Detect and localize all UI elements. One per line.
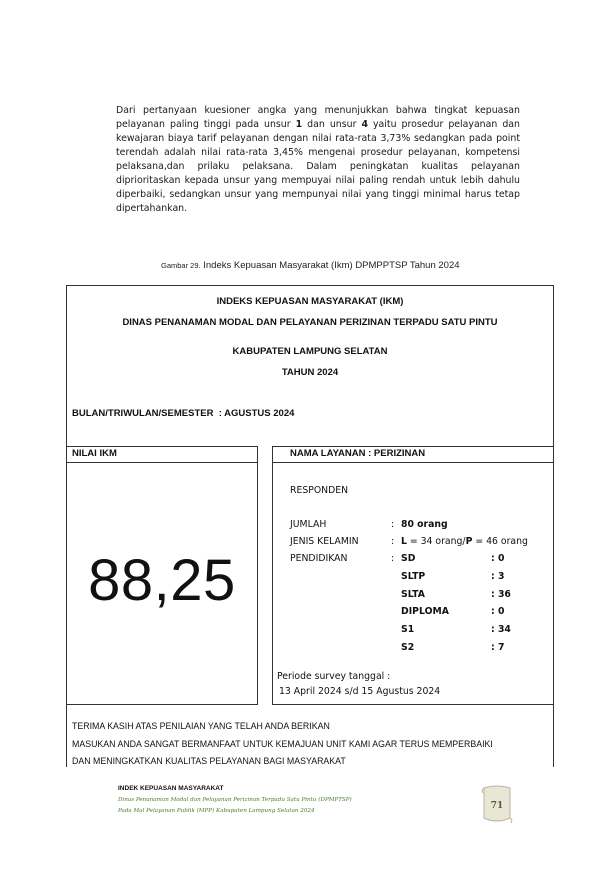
agency-name: DINAS PENANAMAN MODAL DAN PELAYANAN PERIZINAN TERPADU SATU PINTU xyxy=(122,317,498,328)
layanan-box xyxy=(272,446,554,705)
survey-period-label: Periode survey tanggal : xyxy=(277,671,391,682)
edu-value: : 0 xyxy=(491,553,505,564)
year-label: TAHUN 2024 xyxy=(281,367,339,378)
layanan-divider xyxy=(273,462,553,463)
period-line xyxy=(72,408,294,419)
ikm-score: 88,25 xyxy=(88,548,236,613)
para-unsur-4: 4 xyxy=(361,119,368,130)
jenis-kelamin-label: JENIS KELAMIN xyxy=(290,536,359,547)
nilai-divider xyxy=(67,462,257,463)
para-text-3: yaitu prosedur pelayanan dan kewajaran biaya tarif pelayanan dengan nilai rata-rata 3,73% sedangkan pada point terendah adalah nilai rata-rata 3,45% mengenai prosedur pelayanan, kompetensi pelaksana,dan prilaku pelaksana. Dalam peningkatan kualitas pelayanan diprioritaskan kepada unsur yang mempuyai nilai paling rendah untuk lebih dahulu diperbaiki, sedangkan unsur yang mempunyai nilai yang tinggi minimal harus tetap dipertahankan. xyxy=(116,119,520,214)
jumlah-label: JUMLAH xyxy=(290,519,327,530)
responden-label: RESPONDEN xyxy=(290,485,349,496)
thanks-line-1: TERIMA KASIH ATAS PENILAIAN YANG TELAH ANDA BERIKAN xyxy=(72,721,330,731)
ikm-title: INDEKS KEPUASAN MASYARAKAT (IKM) xyxy=(216,296,404,307)
pendidikan-colon: : xyxy=(391,553,395,564)
edu-name: S1 xyxy=(401,624,415,635)
period-value: : AGUSTUS 2024 xyxy=(218,408,295,419)
edu-value: : 7 xyxy=(491,642,505,653)
intro-paragraph xyxy=(116,104,520,216)
edu-value: : 36 xyxy=(491,589,511,600)
nilai-ikm-title: NILAI IKM xyxy=(72,448,117,459)
para-text-2: dan unsur xyxy=(302,119,362,130)
period-label: BULAN/TRIWULAN/SEMESTER xyxy=(72,408,214,419)
para-unsur-1: 1 xyxy=(295,119,303,130)
edu-name: DIPLOMA xyxy=(401,606,449,617)
jk-colon: : xyxy=(391,536,395,547)
jk-female-count: = 46 orang xyxy=(472,536,528,547)
edu-name: SD xyxy=(401,553,416,564)
footer-title: INDEK KEPUASAN MASYARAKAT xyxy=(118,785,224,792)
jk-female-letter: P xyxy=(465,536,473,547)
jk-male-letter: L xyxy=(401,536,407,547)
edu-value: : 34 xyxy=(491,624,511,635)
thanks-line-3: DAN MENINGKATKAN KUALITAS PELAYANAN BAGI MASYARAKAT xyxy=(72,756,346,766)
edu-name: S2 xyxy=(401,642,415,653)
figure-caption xyxy=(161,260,460,271)
jumlah-value: 80 orang xyxy=(401,519,448,530)
caption-text: Indeks Kepuasan Masyarakat (Ikm) DPMPPTSP Tahun 2024 xyxy=(200,260,460,271)
page-number: 71 xyxy=(490,801,504,811)
jk-male-count: = 34 orang/ xyxy=(406,536,466,547)
layanan-title: NAMA LAYANAN : PERIZINAN xyxy=(290,448,426,459)
edu-name: SLTP xyxy=(401,571,426,582)
edu-name: SLTA xyxy=(401,589,425,600)
thanks-line-2: MASUKAN ANDA SANGAT BERMANFAAT UNTUK KEMAJUAN UNIT KAMI AGAR TERUS MEMPERBAIKI xyxy=(72,739,493,749)
jenis-kelamin-value xyxy=(401,536,528,547)
edu-value: : 3 xyxy=(491,571,505,582)
page-number-badge xyxy=(478,784,516,826)
footer-subtitle-1: Dinas Penanaman Modal dan Pelayanan Perizinan Terpadu Satu Pintu (DPMPTSP) xyxy=(118,797,352,803)
edu-value: : 0 xyxy=(491,606,505,617)
survey-period-range: 13 April 2024 s/d 15 Agustus 2024 xyxy=(279,686,441,697)
para-text-1: Dari pertanyaan kuesioner angka yang menunjukkan bahwa tingkat kepuasan pelayanan paling tinggi pada unsur xyxy=(116,105,520,130)
regency-name: KABUPATEN LAMPUNG SELATAN xyxy=(232,346,388,357)
nilai-ikm-box xyxy=(66,446,258,705)
caption-label: Gambar 29. xyxy=(161,261,201,270)
jumlah-colon: : xyxy=(391,519,395,530)
pendidikan-label: PENDIDIKAN xyxy=(290,553,348,564)
footer-subtitle-2: Pada Mal Pelayanan Publik (MPP) Kabupaten Lampung Selatan 2024 xyxy=(118,808,315,814)
